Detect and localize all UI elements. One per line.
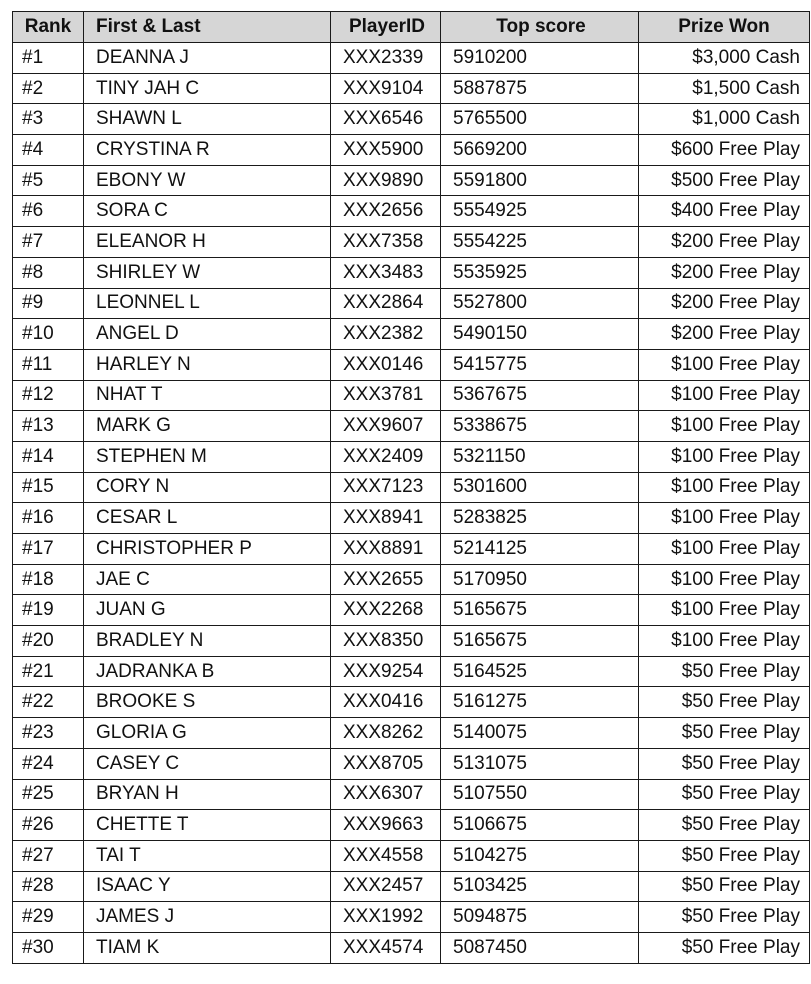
table-row bbox=[13, 165, 810, 196]
cell-name: TINY JAH C bbox=[84, 73, 331, 104]
table-row bbox=[13, 656, 810, 687]
cell-top-score: 5165675 bbox=[441, 595, 639, 626]
cell-rank: #10 bbox=[13, 319, 84, 350]
cell-rank: #26 bbox=[13, 810, 84, 841]
cell-name: DEANNA J bbox=[84, 43, 331, 74]
header-rank: Rank bbox=[13, 12, 84, 43]
cell-top-score: 5087450 bbox=[441, 932, 639, 963]
cell-name: MARK G bbox=[84, 411, 331, 442]
cell-rank: #19 bbox=[13, 595, 84, 626]
cell-player-id: XXX2864 bbox=[331, 288, 441, 319]
cell-prize: $50 Free Play bbox=[639, 932, 810, 963]
table-row bbox=[13, 196, 810, 227]
cell-prize: $100 Free Play bbox=[639, 472, 810, 503]
cell-top-score: 5165675 bbox=[441, 626, 639, 657]
cell-name: HARLEY N bbox=[84, 349, 331, 380]
cell-player-id: XXX8891 bbox=[331, 534, 441, 565]
cell-top-score: 5214125 bbox=[441, 534, 639, 565]
cell-player-id: XXX0416 bbox=[331, 687, 441, 718]
cell-player-id: XXX3483 bbox=[331, 257, 441, 288]
cell-name: JAMES J bbox=[84, 902, 331, 933]
cell-name: SHAWN L bbox=[84, 104, 331, 135]
cell-rank: #27 bbox=[13, 840, 84, 871]
table-row bbox=[13, 902, 810, 933]
cell-player-id: XXX2656 bbox=[331, 196, 441, 227]
cell-player-id: XXX9663 bbox=[331, 810, 441, 841]
table-body bbox=[13, 43, 810, 964]
cell-top-score: 5367675 bbox=[441, 380, 639, 411]
cell-player-id: XXX7123 bbox=[331, 472, 441, 503]
table-row bbox=[13, 135, 810, 166]
cell-top-score: 5669200 bbox=[441, 135, 639, 166]
cell-player-id: XXX9890 bbox=[331, 165, 441, 196]
table-row bbox=[13, 687, 810, 718]
cell-name: GLORIA G bbox=[84, 718, 331, 749]
cell-top-score: 5338675 bbox=[441, 411, 639, 442]
cell-prize: $100 Free Play bbox=[639, 349, 810, 380]
cell-rank: #22 bbox=[13, 687, 84, 718]
cell-rank: #4 bbox=[13, 135, 84, 166]
cell-rank: #21 bbox=[13, 656, 84, 687]
table-header bbox=[13, 12, 810, 43]
leaderboard-container bbox=[12, 11, 810, 964]
cell-rank: #11 bbox=[13, 349, 84, 380]
cell-prize: $100 Free Play bbox=[639, 380, 810, 411]
table-row bbox=[13, 503, 810, 534]
table-row bbox=[13, 349, 810, 380]
cell-top-score: 5415775 bbox=[441, 349, 639, 380]
cell-rank: #28 bbox=[13, 871, 84, 902]
cell-prize: $50 Free Play bbox=[639, 871, 810, 902]
cell-rank: #25 bbox=[13, 779, 84, 810]
cell-rank: #5 bbox=[13, 165, 84, 196]
cell-top-score: 5107550 bbox=[441, 779, 639, 810]
cell-player-id: XXX2268 bbox=[331, 595, 441, 626]
cell-name: TAI T bbox=[84, 840, 331, 871]
table-row bbox=[13, 810, 810, 841]
table-row bbox=[13, 104, 810, 135]
cell-player-id: XXX2457 bbox=[331, 871, 441, 902]
cell-top-score: 5910200 bbox=[441, 43, 639, 74]
cell-name: JADRANKA B bbox=[84, 656, 331, 687]
cell-top-score: 5554225 bbox=[441, 227, 639, 258]
cell-top-score: 5490150 bbox=[441, 319, 639, 350]
cell-name: EBONY W bbox=[84, 165, 331, 196]
cell-player-id: XXX2339 bbox=[331, 43, 441, 74]
cell-rank: #20 bbox=[13, 626, 84, 657]
cell-player-id: XXX9254 bbox=[331, 656, 441, 687]
header-prize: Prize Won bbox=[639, 12, 810, 43]
table-row bbox=[13, 564, 810, 595]
cell-player-id: XXX8262 bbox=[331, 718, 441, 749]
cell-rank: #8 bbox=[13, 257, 84, 288]
cell-name: NHAT T bbox=[84, 380, 331, 411]
table-row bbox=[13, 441, 810, 472]
cell-rank: #29 bbox=[13, 902, 84, 933]
table-row bbox=[13, 380, 810, 411]
cell-player-id: XXX6307 bbox=[331, 779, 441, 810]
header-top-score: Top score bbox=[441, 12, 639, 43]
cell-name: SHIRLEY W bbox=[84, 257, 331, 288]
cell-player-id: XXX7358 bbox=[331, 227, 441, 258]
cell-name: LEONNEL L bbox=[84, 288, 331, 319]
cell-prize: $50 Free Play bbox=[639, 840, 810, 871]
cell-top-score: 5887875 bbox=[441, 73, 639, 104]
cell-rank: #14 bbox=[13, 441, 84, 472]
table-row bbox=[13, 472, 810, 503]
cell-name: CASEY C bbox=[84, 748, 331, 779]
cell-prize: $100 Free Play bbox=[639, 534, 810, 565]
cell-prize: $50 Free Play bbox=[639, 687, 810, 718]
table-row bbox=[13, 748, 810, 779]
cell-player-id: XXX9104 bbox=[331, 73, 441, 104]
header-player-id: PlayerID bbox=[331, 12, 441, 43]
cell-prize: $1,000 Cash bbox=[639, 104, 810, 135]
cell-top-score: 5170950 bbox=[441, 564, 639, 595]
cell-name: CORY N bbox=[84, 472, 331, 503]
cell-name: ISAAC Y bbox=[84, 871, 331, 902]
table-row bbox=[13, 43, 810, 74]
cell-top-score: 5554925 bbox=[441, 196, 639, 227]
cell-player-id: XXX2382 bbox=[331, 319, 441, 350]
cell-prize: $50 Free Play bbox=[639, 748, 810, 779]
cell-rank: #9 bbox=[13, 288, 84, 319]
cell-rank: #15 bbox=[13, 472, 84, 503]
header-row bbox=[13, 12, 810, 43]
cell-rank: #7 bbox=[13, 227, 84, 258]
cell-prize: $200 Free Play bbox=[639, 319, 810, 350]
cell-top-score: 5131075 bbox=[441, 748, 639, 779]
table-row bbox=[13, 73, 810, 104]
cell-name: ELEANOR H bbox=[84, 227, 331, 258]
cell-prize: $200 Free Play bbox=[639, 257, 810, 288]
cell-top-score: 5283825 bbox=[441, 503, 639, 534]
cell-prize: $600 Free Play bbox=[639, 135, 810, 166]
table-row bbox=[13, 932, 810, 963]
cell-rank: #2 bbox=[13, 73, 84, 104]
table-row bbox=[13, 779, 810, 810]
cell-player-id: XXX6546 bbox=[331, 104, 441, 135]
cell-player-id: XXX2409 bbox=[331, 441, 441, 472]
cell-rank: #30 bbox=[13, 932, 84, 963]
cell-name: BROOKE S bbox=[84, 687, 331, 718]
table-row bbox=[13, 871, 810, 902]
cell-top-score: 5094875 bbox=[441, 902, 639, 933]
cell-top-score: 5161275 bbox=[441, 687, 639, 718]
table-row bbox=[13, 840, 810, 871]
cell-rank: #12 bbox=[13, 380, 84, 411]
cell-rank: #16 bbox=[13, 503, 84, 534]
cell-name: TIAM K bbox=[84, 932, 331, 963]
cell-prize: $50 Free Play bbox=[639, 718, 810, 749]
cell-player-id: XXX9607 bbox=[331, 411, 441, 442]
cell-prize: $1,500 Cash bbox=[639, 73, 810, 104]
cell-prize: $100 Free Play bbox=[639, 626, 810, 657]
cell-name: STEPHEN M bbox=[84, 441, 331, 472]
cell-name: CESAR L bbox=[84, 503, 331, 534]
cell-name: ANGEL D bbox=[84, 319, 331, 350]
cell-player-id: XXX8705 bbox=[331, 748, 441, 779]
cell-name: BRYAN H bbox=[84, 779, 331, 810]
table-row bbox=[13, 319, 810, 350]
cell-prize: $50 Free Play bbox=[639, 656, 810, 687]
cell-rank: #3 bbox=[13, 104, 84, 135]
cell-name: JAE C bbox=[84, 564, 331, 595]
cell-prize: $100 Free Play bbox=[639, 564, 810, 595]
cell-player-id: XXX8350 bbox=[331, 626, 441, 657]
cell-prize: $100 Free Play bbox=[639, 595, 810, 626]
cell-top-score: 5106675 bbox=[441, 810, 639, 841]
cell-prize: $50 Free Play bbox=[639, 779, 810, 810]
leaderboard-table bbox=[12, 11, 810, 964]
cell-name: JUAN G bbox=[84, 595, 331, 626]
table-row bbox=[13, 534, 810, 565]
cell-prize: $100 Free Play bbox=[639, 503, 810, 534]
cell-name: CHETTE T bbox=[84, 810, 331, 841]
cell-top-score: 5765500 bbox=[441, 104, 639, 135]
table-row bbox=[13, 411, 810, 442]
cell-player-id: XXX8941 bbox=[331, 503, 441, 534]
cell-top-score: 5103425 bbox=[441, 871, 639, 902]
cell-top-score: 5535925 bbox=[441, 257, 639, 288]
cell-prize: $50 Free Play bbox=[639, 902, 810, 933]
cell-prize: $200 Free Play bbox=[639, 227, 810, 258]
header-name: First & Last bbox=[84, 12, 331, 43]
cell-rank: #6 bbox=[13, 196, 84, 227]
cell-rank: #17 bbox=[13, 534, 84, 565]
table-row bbox=[13, 595, 810, 626]
cell-player-id: XXX5900 bbox=[331, 135, 441, 166]
cell-prize: $100 Free Play bbox=[639, 441, 810, 472]
cell-name: CRYSTINA R bbox=[84, 135, 331, 166]
cell-top-score: 5140075 bbox=[441, 718, 639, 749]
cell-rank: #1 bbox=[13, 43, 84, 74]
cell-player-id: XXX2655 bbox=[331, 564, 441, 595]
cell-top-score: 5321150 bbox=[441, 441, 639, 472]
cell-rank: #18 bbox=[13, 564, 84, 595]
cell-top-score: 5527800 bbox=[441, 288, 639, 319]
cell-player-id: XXX3781 bbox=[331, 380, 441, 411]
table-row bbox=[13, 626, 810, 657]
table-row bbox=[13, 288, 810, 319]
cell-player-id: XXX4574 bbox=[331, 932, 441, 963]
table-row bbox=[13, 227, 810, 258]
cell-rank: #13 bbox=[13, 411, 84, 442]
cell-player-id: XXX1992 bbox=[331, 902, 441, 933]
table-row bbox=[13, 718, 810, 749]
cell-player-id: XXX0146 bbox=[331, 349, 441, 380]
cell-top-score: 5104275 bbox=[441, 840, 639, 871]
cell-prize: $500 Free Play bbox=[639, 165, 810, 196]
cell-prize: $100 Free Play bbox=[639, 411, 810, 442]
cell-rank: #24 bbox=[13, 748, 84, 779]
table-row bbox=[13, 257, 810, 288]
cell-player-id: XXX4558 bbox=[331, 840, 441, 871]
cell-name: SORA C bbox=[84, 196, 331, 227]
cell-prize: $3,000 Cash bbox=[639, 43, 810, 74]
cell-prize: $200 Free Play bbox=[639, 288, 810, 319]
cell-prize: $50 Free Play bbox=[639, 810, 810, 841]
cell-name: BRADLEY N bbox=[84, 626, 331, 657]
cell-prize: $400 Free Play bbox=[639, 196, 810, 227]
cell-name: CHRISTOPHER P bbox=[84, 534, 331, 565]
cell-rank: #23 bbox=[13, 718, 84, 749]
cell-top-score: 5164525 bbox=[441, 656, 639, 687]
cell-top-score: 5591800 bbox=[441, 165, 639, 196]
cell-top-score: 5301600 bbox=[441, 472, 639, 503]
